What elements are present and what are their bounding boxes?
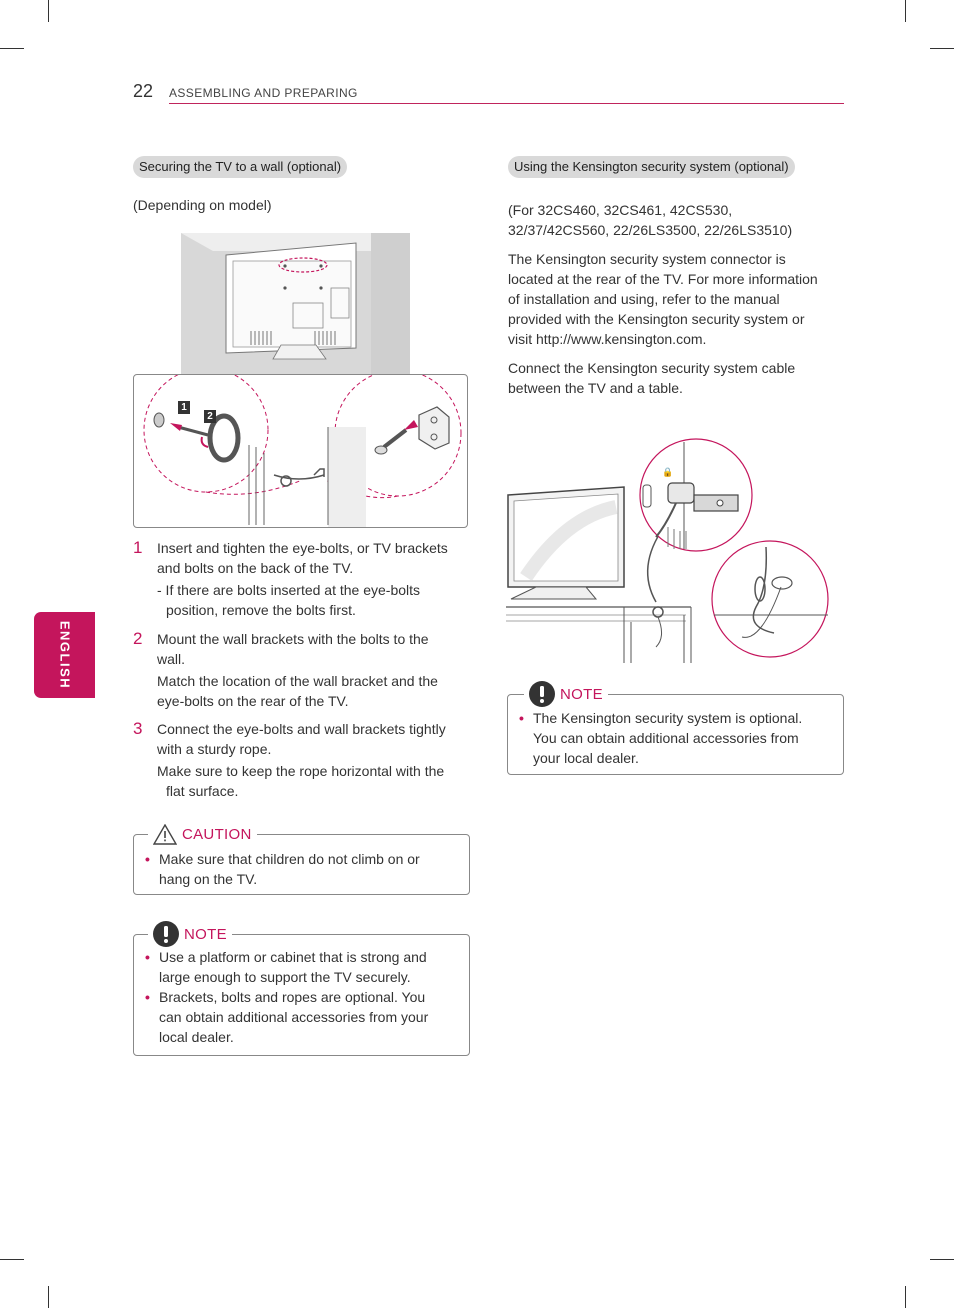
crop-mark [48, 1286, 49, 1308]
note-header [524, 683, 608, 705]
header-rule [169, 103, 844, 104]
kensington-paragraph-2: Connect the Kensington security system cable between the TV and a table. [508, 360, 796, 396]
caution-label: CAUTION [182, 825, 252, 843]
bracket-illustration [133, 374, 468, 528]
kensington-paragraph-1: The Kensington security system connector is located at the rear of the TV. For more information of installation and using, refer to the manual provided with the Kensington security system or visit http://www.kensington.com. [508, 251, 818, 347]
note-exclamation-icon [529, 681, 555, 707]
crop-mark [905, 0, 906, 22]
note-list [134, 947, 428, 1047]
caution-box [133, 825, 470, 895]
depending-on-model: (Depending on model) [133, 197, 272, 213]
wall-section-heading: Securing the TV to a wall (optional) [133, 156, 347, 178]
crop-mark [0, 1259, 24, 1260]
caution-triangle-icon [153, 824, 177, 845]
kensington-illustration [506, 437, 832, 663]
note-list [508, 708, 802, 768]
section-title: ASSEMBLING AND PREPARING [169, 86, 358, 100]
crop-mark [905, 1286, 906, 1308]
crop-mark [48, 0, 49, 22]
note-box-left [133, 925, 470, 1056]
step-3-number: 3 [133, 719, 143, 738]
note-exclamation-icon [153, 921, 179, 947]
note-box-right [507, 685, 844, 775]
step-2-text: Mount the wall brackets with the bolts to the wall. Match the location of the wall bracket and the eye-bolts on the rear of the TV. [157, 631, 438, 709]
language-tab-label: ENGLISH [57, 620, 72, 690]
list-item: • Use a platform or cabinet that is strong and large enough to support the TV securely. [145, 949, 427, 985]
crop-mark [930, 48, 954, 49]
list-item: • Brackets, bolts and ropes are optional. You can obtain additional accessories from your local dealer. [145, 989, 429, 1045]
list-item: • The Kensington security system is optional. You can obtain additional accessories from your local dealer. [519, 710, 803, 766]
page-number: 22 [133, 81, 154, 101]
language-tab [34, 612, 95, 698]
list-item: • Make sure that children do not climb on or hang on the TV. [145, 851, 420, 887]
bullet-dot-icon: • [145, 949, 150, 965]
caution-header [148, 823, 257, 845]
model-list: (For 32CS460, 32CS461, 42CS530, 32/37/42CS560, 22/26LS3500, 22/26LS3510) [508, 202, 793, 238]
svg-text:🔒: 🔒 [662, 468, 674, 478]
step-3-text: Connect the eye-bolts and wall brackets tightly with a sturdy rope. Make sure to keep the rope horizontal with the flat surface. [157, 721, 446, 799]
note-label: NOTE [184, 925, 227, 943]
step-marker-2: 2 [204, 410, 216, 423]
crop-mark [0, 48, 24, 49]
note-header [148, 923, 232, 945]
step-1-text: Insert and tighten the eye-bolts, or TV brackets and bolts on the back of the TV. - If there are bolts inserted at the eye-bolts position, remove the bolts first. [157, 540, 448, 618]
bullet-dot-icon: • [145, 989, 150, 1005]
kensington-section-heading: Using the Kensington security system (optional) [508, 156, 795, 178]
step-1-number: 1 [133, 538, 143, 557]
step-2-number: 2 [133, 629, 143, 648]
bullet-dot-icon: • [145, 851, 150, 867]
note-label: NOTE [560, 685, 603, 703]
caution-list [134, 849, 420, 889]
crop-mark [930, 1259, 954, 1260]
step-marker-1: 1 [178, 401, 190, 414]
bullet-dot-icon: • [519, 710, 524, 726]
tv-rear-illustration [181, 233, 410, 375]
